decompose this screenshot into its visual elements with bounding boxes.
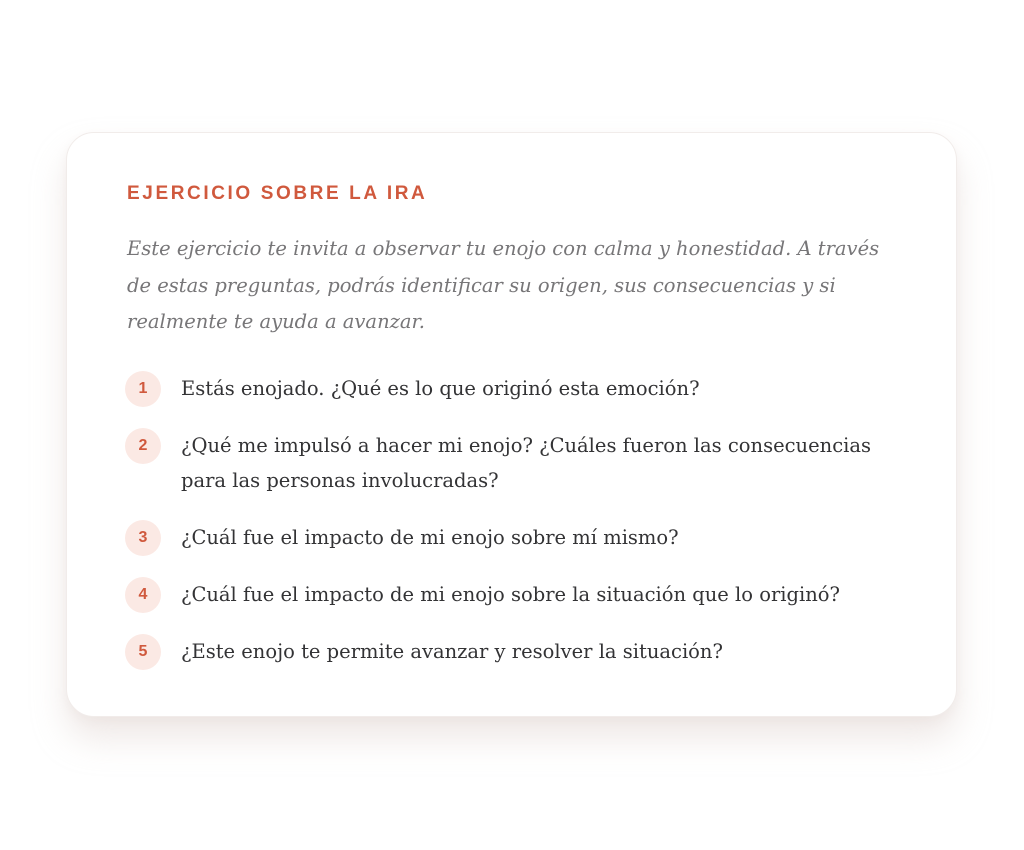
question-text: ¿Qué me impulsó a hacer mi enojo? ¿Cuáles fueron las consecuencias para las personas involucradas? xyxy=(181,434,871,492)
question-text: ¿Este enojo te permite avanzar y resolver la situación? xyxy=(181,640,723,663)
question-list xyxy=(125,371,915,669)
question-text: ¿Cuál fue el impacto de mi enojo sobre mí mismo? xyxy=(181,526,679,549)
question-item xyxy=(125,577,915,612)
question-number-badge: 2 xyxy=(125,428,161,464)
question-item xyxy=(125,520,915,555)
question-text: ¿Cuál fue el impacto de mi enojo sobre la situación que lo originó? xyxy=(181,583,840,606)
question-number-badge: 3 xyxy=(125,520,161,556)
question-number-badge: 4 xyxy=(125,577,161,613)
exercise-title: EJERCICIO SOBRE LA IRA xyxy=(127,183,428,204)
exercise-card xyxy=(66,132,957,717)
question-number-badge: 5 xyxy=(125,634,161,670)
question-item xyxy=(125,634,915,669)
exercise-intro: Este ejercicio te invita a observar tu enojo con calma y honestidad. A través de estas preguntas, podrás identificar su origen, sus consecuencias y si realmente te ayuda a avanzar. xyxy=(127,237,880,333)
question-text: Estás enojado. ¿Qué es lo que originó esta emoción? xyxy=(181,377,700,400)
question-item xyxy=(125,371,915,406)
question-item xyxy=(125,428,915,498)
question-number-badge: 1 xyxy=(125,371,161,407)
